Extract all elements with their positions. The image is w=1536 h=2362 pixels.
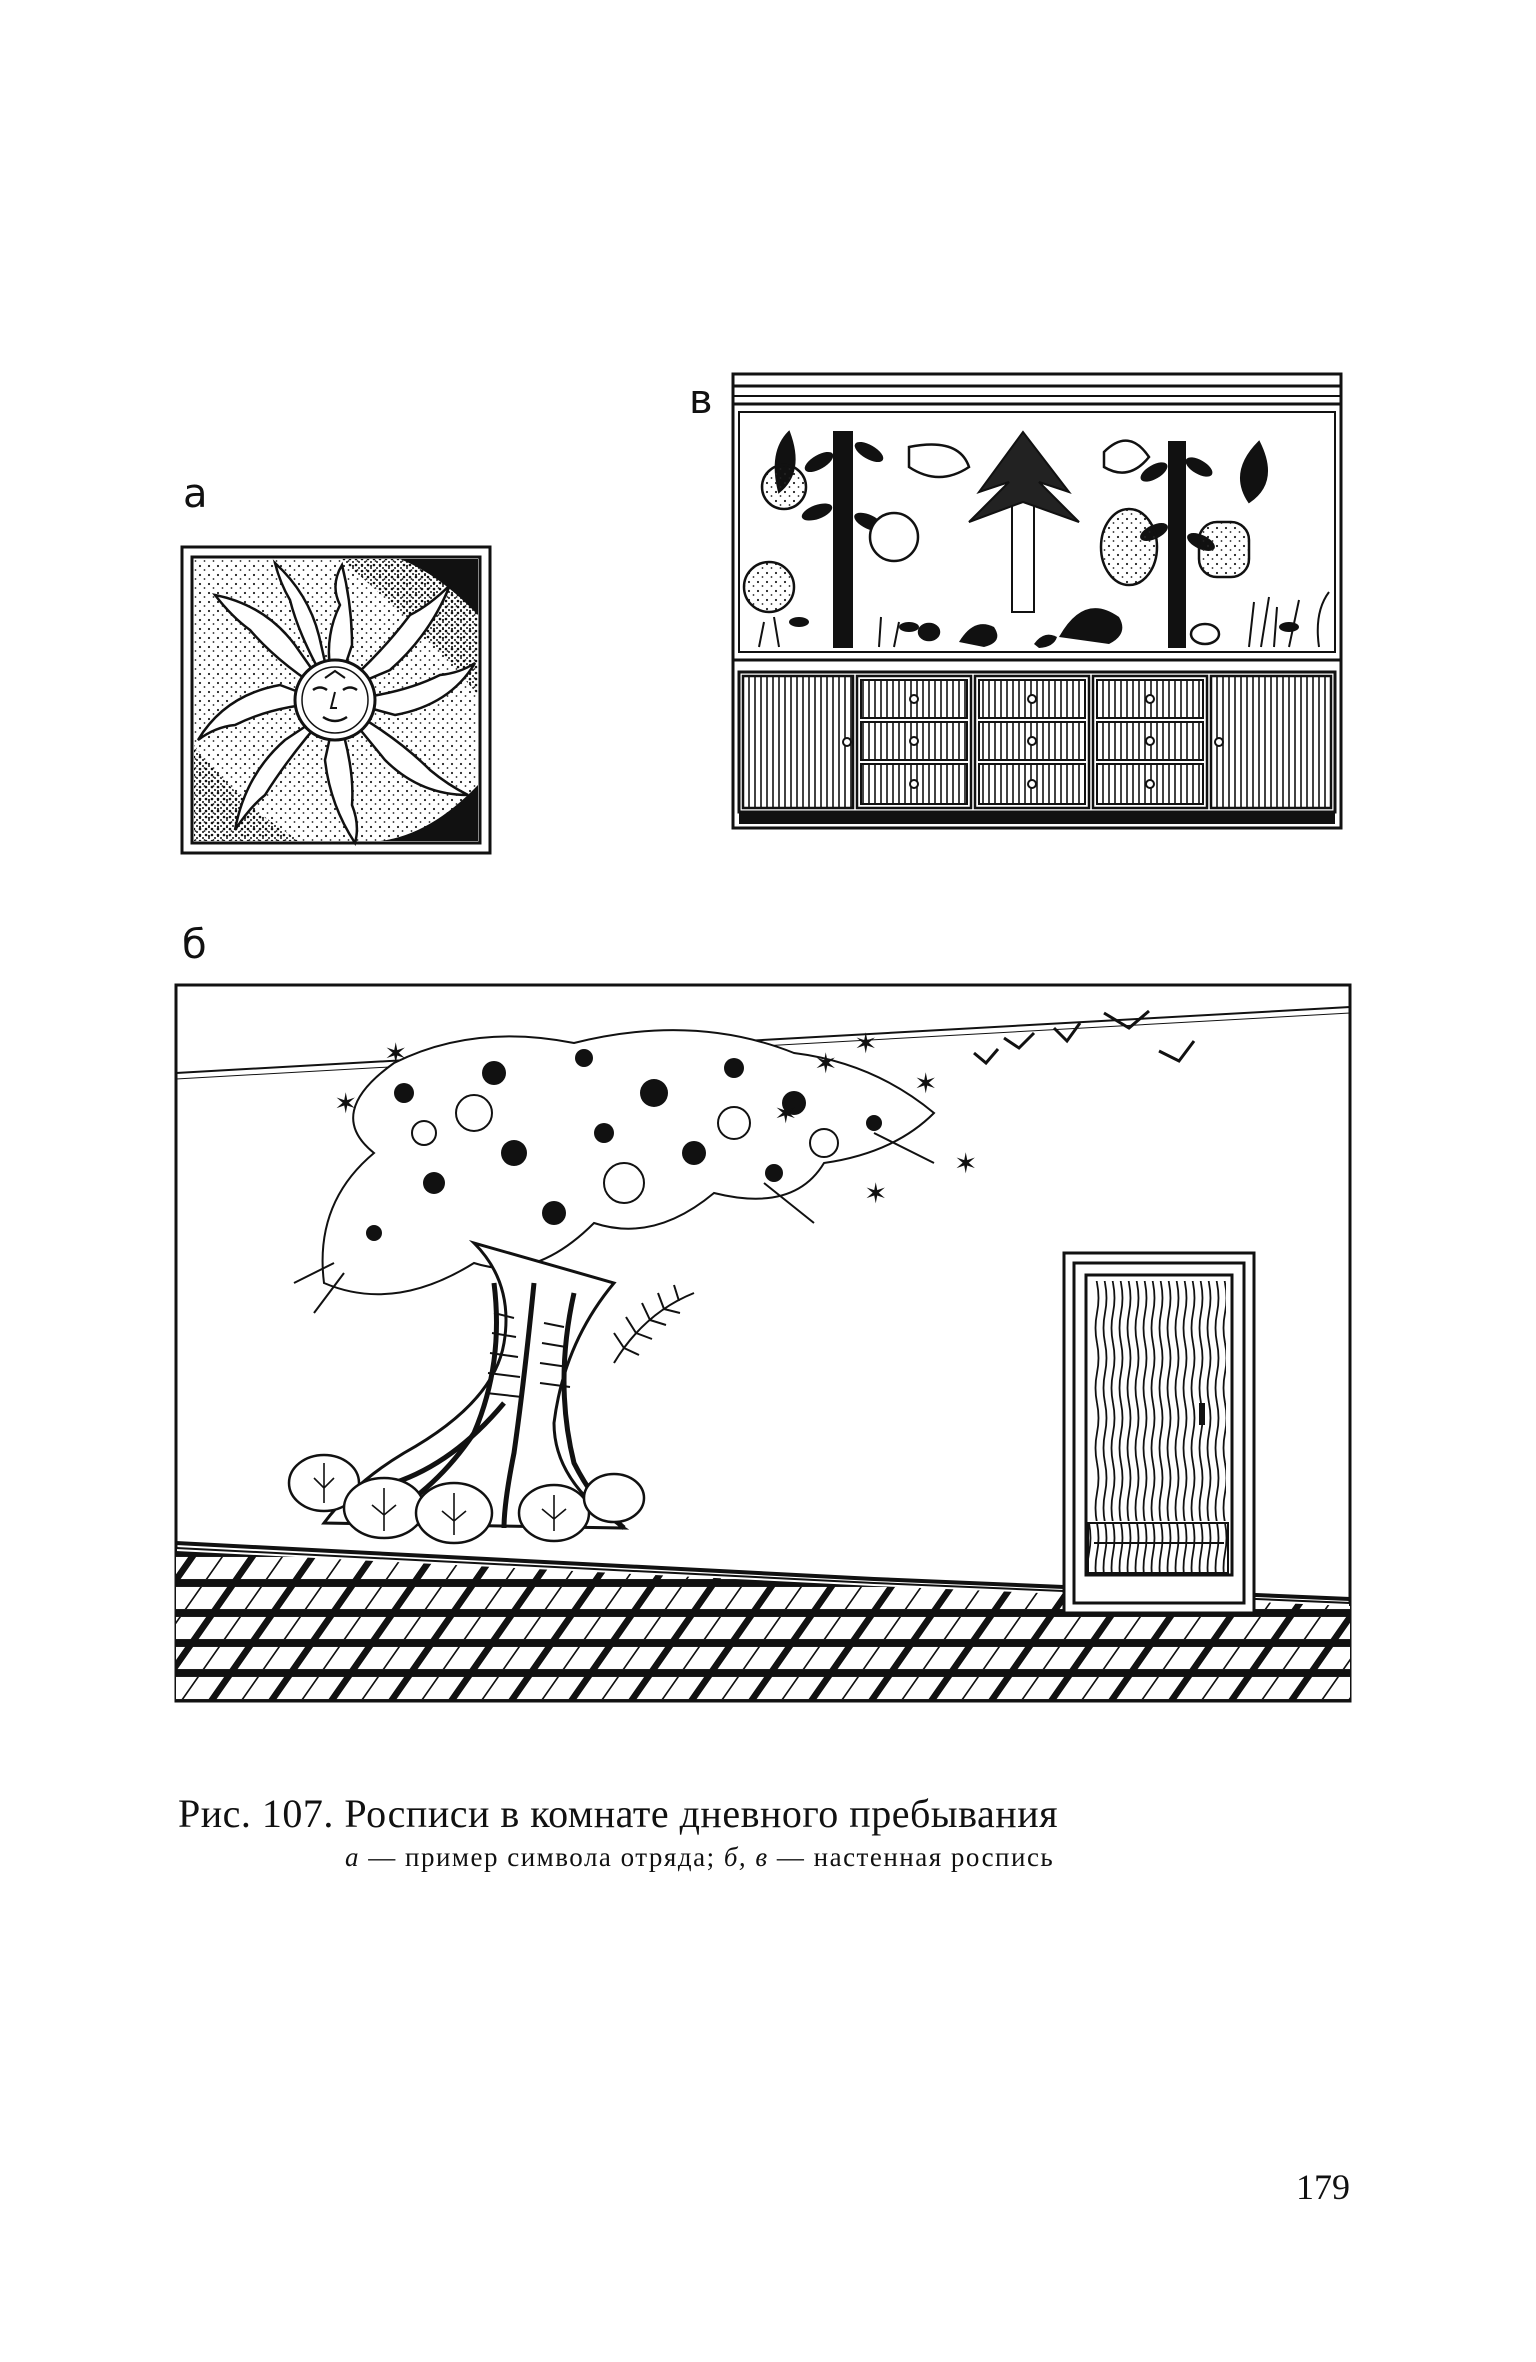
caption-label-bv: б, в	[723, 1842, 769, 1872]
cabinet-mural-illustration	[729, 372, 1345, 832]
svg-text:✶: ✶	[854, 1027, 878, 1060]
svg-text:✶: ✶	[384, 1037, 408, 1070]
svg-text:✶: ✶	[814, 1047, 838, 1080]
svg-text:✶: ✶	[914, 1067, 938, 1100]
panel-label-a: а	[183, 471, 208, 517]
svg-text:✶: ✶	[334, 1087, 358, 1120]
svg-text:✶: ✶	[954, 1147, 978, 1180]
caption-label-a: а	[345, 1842, 360, 1872]
page-number: 179	[1296, 2167, 1350, 2207]
svg-text:✶: ✶	[864, 1177, 888, 1210]
sun-emblem-illustration	[180, 545, 492, 855]
svg-text:✶: ✶	[774, 1097, 798, 1130]
figure-caption-subtitle	[345, 1842, 1395, 1873]
cabinet-mural-figure	[729, 372, 1345, 832]
panel-label-v: в	[689, 377, 713, 423]
caption-text-a: — пример символа отряда;	[360, 1842, 724, 1872]
figure-caption-title: Рис. 107. Росписи в комнате дневного пребывания	[178, 1791, 1059, 1836]
tree-mural-illustration	[174, 983, 1352, 1703]
panel-label-b: б	[182, 922, 207, 968]
caption-text-bv: — настенная роспись	[768, 1842, 1055, 1872]
tree-mural-figure	[174, 983, 1352, 1703]
sun-emblem-figure	[180, 545, 492, 855]
